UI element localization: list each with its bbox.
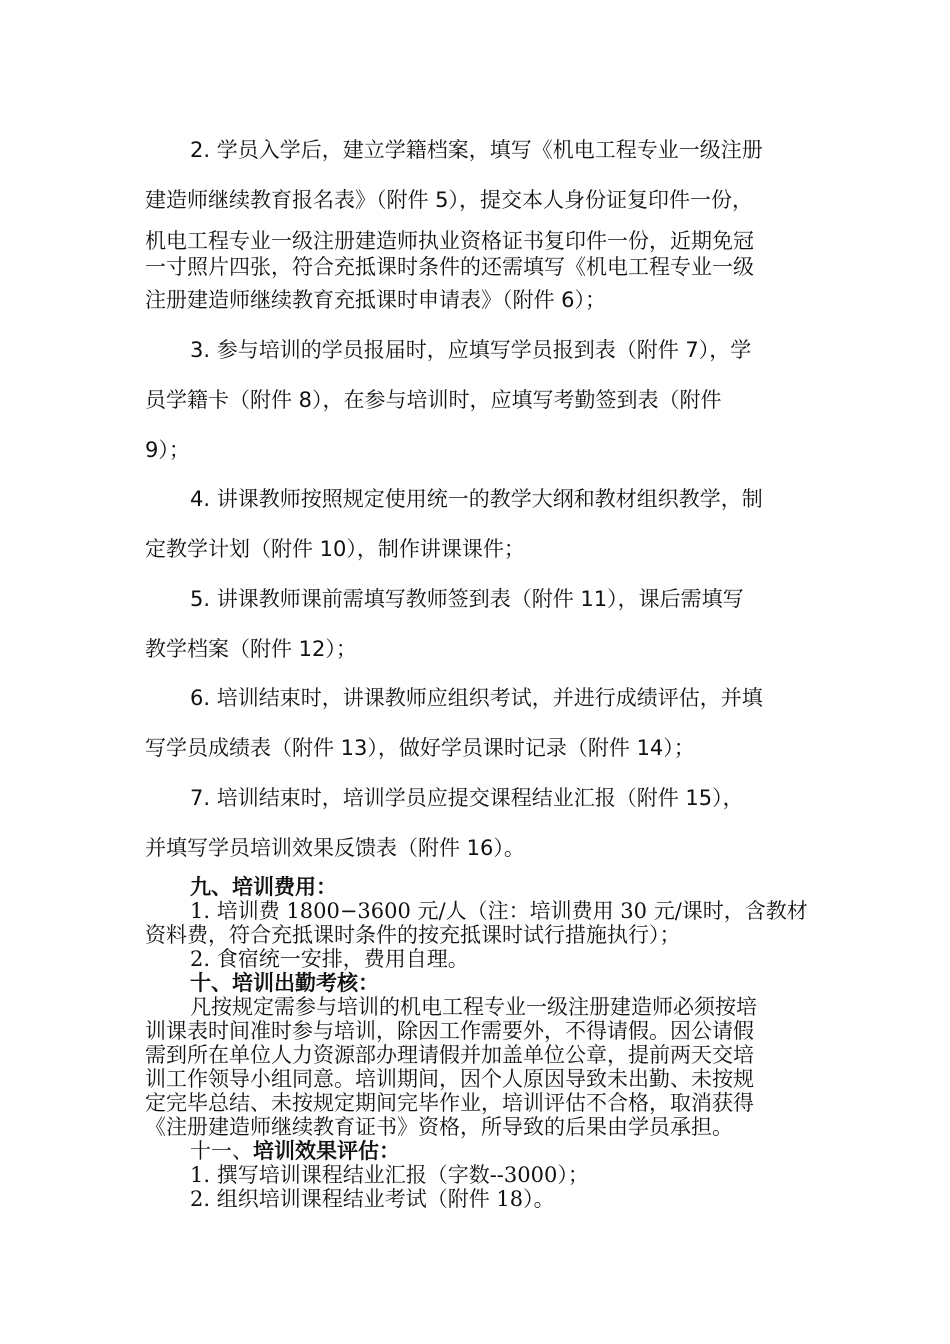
para-item-2-line-3: 机电工程专业一级注册建造师执业资格证书复印件一份，近期免冠 [145,229,754,253]
para-item-2-line-2: 建造师继续教育报名表》（附件 5），提交本人身份证复印件一份， [145,188,754,212]
para-item-3-line-3: 9）； [145,438,190,462]
evaluation-item-2: 2. 组织培训课程结业考试（附件 18）。 [190,1187,555,1211]
para-item-7-line-2: 并填写学员培训效果反馈表（附件 16）。 [145,836,525,860]
para-item-3-line-2: 员学籍卡（附件 8），在参与培训时，应填写考勤签到表（附件 [145,388,722,412]
attendance-para-line-3: 需到所在单位人力资源部办理请假并加盖单位公章，提前两天交培 [145,1043,754,1067]
section-11-number: 十一、 [190,1139,253,1163]
para-item-4-line-2: 定教学计划（附件 10），制作讲课课件； [145,537,525,561]
attendance-para-line-5: 定完毕总结、未按规定期间完毕作业，培训评估不合格，取消获得 [145,1091,754,1115]
section-10-heading: 十、培训出勤考核： [190,970,379,995]
evaluation-item-1: 1. 撰写培训课程结业汇报（字数--3000）； [190,1163,589,1187]
para-item-2-line-5: 注册建造师继续教育充抵课时申请表》（附件 6）； [145,288,607,312]
para-item-2-line-1: 2. 学员入学后，建立学籍档案，填写《机电工程专业一级注册 [190,138,763,162]
attendance-para-line-2: 训课表时间准时参与培训，除因工作需要外，不得请假。因公请假 [145,1019,754,1043]
attendance-para-line-6: 《注册建造师继续教育证书》资格，所导致的后果由学员承担。 [145,1115,733,1139]
fee-item-1-line-2: 资料费，符合充抵课时条件的按充抵课时试行措施执行）； [145,923,681,947]
para-item-5-line-1: 5. 讲课教师课前需填写教师签到表（附件 11），课后需填写 [190,587,744,611]
para-item-7-line-1: 7. 培训结束时，培训学员应提交课程结业汇报（附件 15）， [190,786,744,810]
section-11-title: 培训效果评估： [253,1138,400,1163]
para-item-2-line-4: 一寸照片四张，符合充抵课时条件的还需填写《机电工程专业一级 [145,255,754,279]
para-item-6-line-1: 6. 培训结束时，讲课教师应组织考试，并进行成绩评估，并填 [190,686,763,710]
attendance-para-line-4: 训工作领导小组同意。培训期间，因个人原因导致未出勤、未按规 [145,1067,754,1091]
para-item-6-line-2: 写学员成绩表（附件 13），做好学员课时记录（附件 14）； [145,736,695,760]
section-9-heading: 九、培训费用： [190,874,337,899]
fee-item-1-line-1: 1. 培训费 1800−3600 元/人（注：培训费用 30 元/课时，含教材 [190,899,808,923]
para-item-3-line-1: 3. 参与培训的学员报届时，应填写学员报到表（附件 7），学 [190,338,752,362]
para-item-5-line-2: 教学档案（附件 12）； [145,637,357,661]
para-item-4-line-1: 4. 讲课教师按照规定使用统一的教学大纲和教材组织教学，制 [190,487,763,511]
attendance-para-line-1: 凡按规定需参与培训的机电工程专业一级注册建造师必须按培 [190,995,757,1019]
fee-item-2: 2. 食宿统一安排，费用自理。 [190,947,469,971]
section-11-heading [190,1138,400,1164]
